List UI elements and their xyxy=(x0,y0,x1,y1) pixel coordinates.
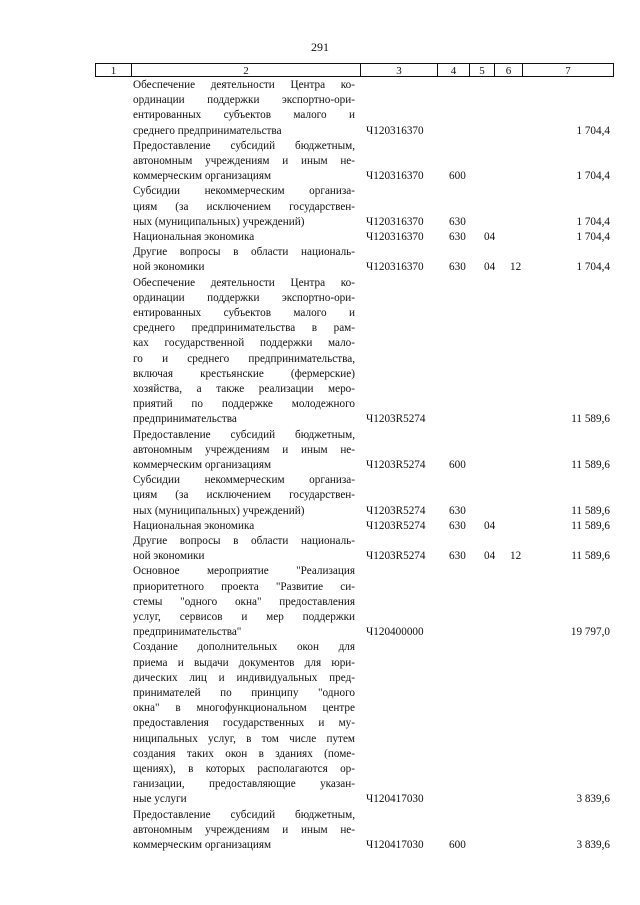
description-line: автономным учреждениям и иным не- xyxy=(133,823,355,836)
description-line: приятий по поддержке молодежного xyxy=(133,398,355,411)
row-code: Ч120316370 xyxy=(366,215,424,228)
description-line: Другие вопросы в области националь- xyxy=(133,535,355,547)
row-description xyxy=(133,276,355,428)
header-col-2: 2 xyxy=(132,64,361,76)
description-line: ной экономики xyxy=(133,261,205,274)
description-line: Основное мероприятие "Реализация xyxy=(133,565,355,578)
description-line: предпринимательства" xyxy=(133,626,242,639)
row-sum: 1 704,4 xyxy=(576,230,610,243)
row-description xyxy=(133,473,355,519)
row-vr: 600 xyxy=(449,170,466,183)
row-description xyxy=(133,184,355,230)
description-line: автономным учреждениям и иным не- xyxy=(133,443,355,456)
description-line: услуг, сервисов и мер поддержки xyxy=(133,611,355,623)
row-description xyxy=(133,564,355,640)
description-line: автономным учреждениям и иным не- xyxy=(133,155,355,167)
row-pr: 12 xyxy=(510,261,522,274)
description-line: хозяйства, а также реализации меро- xyxy=(133,383,355,396)
row-sum: 19 797,0 xyxy=(570,626,610,639)
description-line: принимателей по принципу "одного xyxy=(133,687,355,699)
row-code: Ч120316370 xyxy=(366,230,424,243)
row-vr: 630 xyxy=(449,230,466,243)
row-vr: 630 xyxy=(449,261,466,274)
description-line: ентированных субъектов малого и xyxy=(133,109,355,122)
table-row xyxy=(0,276,640,428)
description-line: ниципальных услуг, в том числе путем xyxy=(133,732,355,745)
row-description xyxy=(133,534,355,564)
table-row xyxy=(0,519,640,534)
description-line: циям (за исключением государствен- xyxy=(133,200,355,213)
row-description xyxy=(133,245,355,275)
row-sum: 1 704,4 xyxy=(576,124,610,137)
row-vr: 630 xyxy=(449,215,466,228)
header-col-6: 6 xyxy=(495,64,523,76)
row-code: Ч1203R5274 xyxy=(366,550,426,563)
row-rz: 04 xyxy=(484,261,496,274)
description-line: предпринимательства xyxy=(133,413,237,426)
row-vr: 600 xyxy=(449,838,466,851)
row-sum: 3 839,6 xyxy=(576,838,610,851)
row-description xyxy=(133,519,355,534)
row-description xyxy=(133,640,355,807)
table-row xyxy=(0,245,640,275)
description-line: включая крестьянские (фермерские) xyxy=(133,367,355,380)
row-code: Ч120400000 xyxy=(366,626,424,639)
row-sum: 11 589,6 xyxy=(571,504,610,517)
row-vr: 630 xyxy=(449,519,466,532)
row-sum: 3 839,6 xyxy=(576,793,610,806)
row-code: Ч1203R5274 xyxy=(366,458,426,471)
row-description xyxy=(133,78,355,139)
description-line: стемы "одного окна" предоставления xyxy=(133,595,355,608)
row-code: Ч1203R5274 xyxy=(366,413,426,426)
row-vr: 630 xyxy=(449,504,466,517)
row-sum: 11 589,6 xyxy=(571,458,610,471)
row-description xyxy=(133,230,355,245)
row-sum: 11 589,6 xyxy=(571,550,610,563)
description-line: ках государственной поддержки мало- xyxy=(133,337,355,350)
description-line: среднего предпринимательства в рам- xyxy=(133,322,355,335)
row-code: Ч120417030 xyxy=(366,793,424,806)
description-line: щениях), в которых располагаются ор- xyxy=(133,763,355,776)
description-line: дических лиц и индивидуальных пред- xyxy=(133,671,355,684)
table-header xyxy=(95,63,614,77)
description-line: ентированных субъектов малого и xyxy=(133,307,355,319)
row-code: Ч120316370 xyxy=(366,261,424,274)
description-line: Обеспечение деятельности Центра ко- xyxy=(133,79,355,91)
row-vr: 630 xyxy=(449,550,466,563)
row-code: Ч1203R5274 xyxy=(366,519,426,532)
description-line: Национальная экономика xyxy=(133,519,255,532)
table-row xyxy=(0,78,640,139)
row-code: Ч120417030 xyxy=(366,838,424,851)
header-col-4: 4 xyxy=(438,64,470,76)
row-sum: 1 704,4 xyxy=(576,215,610,228)
row-code: Ч120316370 xyxy=(366,170,424,183)
table-row xyxy=(0,139,640,185)
description-line: ординации поддержки экспортно-ори- xyxy=(133,94,355,107)
table-row xyxy=(0,534,640,564)
header-col-5: 5 xyxy=(470,64,495,76)
table-row xyxy=(0,808,640,854)
description-line: коммерческим организациям xyxy=(133,459,272,471)
description-line: приема и выдачи документов для юри- xyxy=(133,656,355,669)
row-sum: 1 704,4 xyxy=(576,170,610,183)
header-col-1: 1 xyxy=(96,64,132,76)
description-line: создания таких окон в зданиях (поме- xyxy=(133,747,355,760)
description-line: го и среднего предпринимательства, xyxy=(133,352,355,365)
row-rz: 04 xyxy=(484,519,496,532)
description-line: приоритетного проекта "Развитие си- xyxy=(133,580,355,593)
table-row xyxy=(0,428,640,474)
header-col-3: 3 xyxy=(361,64,438,76)
table-row xyxy=(0,184,640,230)
description-line: Создание дополнительных окон для xyxy=(133,641,355,654)
description-line: Национальная экономика xyxy=(133,231,255,243)
description-line: ные услуги xyxy=(133,793,187,806)
table-row xyxy=(0,473,640,519)
description-line: циям (за исключением государствен- xyxy=(133,489,355,502)
page-number: 291 xyxy=(311,40,329,54)
row-description xyxy=(133,139,355,185)
description-line: Предоставление субсидий бюджетным, xyxy=(133,139,355,152)
row-description xyxy=(133,808,355,854)
row-rz: 04 xyxy=(484,230,496,243)
description-line: Другие вопросы в области националь- xyxy=(133,246,355,259)
header-col-7: 7 xyxy=(565,65,571,77)
row-rz: 04 xyxy=(484,550,496,563)
description-line: окна" в многофункциональном центре xyxy=(133,702,355,715)
description-line: ных (муниципальных) учреждений) xyxy=(133,215,305,228)
row-code: Ч120316370 xyxy=(366,124,424,137)
description-line: Предоставление субсидий бюджетным, xyxy=(133,428,355,441)
description-line: среднего предпринимательства xyxy=(133,124,282,137)
row-sum: 1 704,4 xyxy=(576,261,610,274)
description-line: ганизации, предоставляющие указан- xyxy=(133,778,355,791)
description-line: ной экономики xyxy=(133,550,205,563)
table-row xyxy=(0,640,640,807)
description-line: ординации поддержки экспортно-ори- xyxy=(133,291,355,304)
table-row xyxy=(0,564,640,640)
row-vr: 600 xyxy=(449,458,466,471)
table-row xyxy=(0,230,640,245)
description-line: Субсидии некоммерческим организа- xyxy=(133,474,355,487)
row-description xyxy=(133,428,355,474)
description-line: предоставления государственных и му- xyxy=(133,717,355,730)
row-sum: 11 589,6 xyxy=(571,519,610,532)
row-sum: 11 589,6 xyxy=(571,413,610,426)
description-line: Обеспечение деятельности Центра ко- xyxy=(133,276,355,289)
row-code: Ч1203R5274 xyxy=(366,504,426,517)
description-line: Субсидии некоммерческим организа- xyxy=(133,185,355,198)
description-line: Предоставление субсидий бюджетным, xyxy=(133,808,355,821)
description-line: ных (муниципальных) учреждений) xyxy=(133,504,305,517)
description-line: коммерческим организациям xyxy=(133,839,272,851)
row-pr: 12 xyxy=(510,550,522,563)
description-line: коммерческим организациям xyxy=(133,170,272,183)
